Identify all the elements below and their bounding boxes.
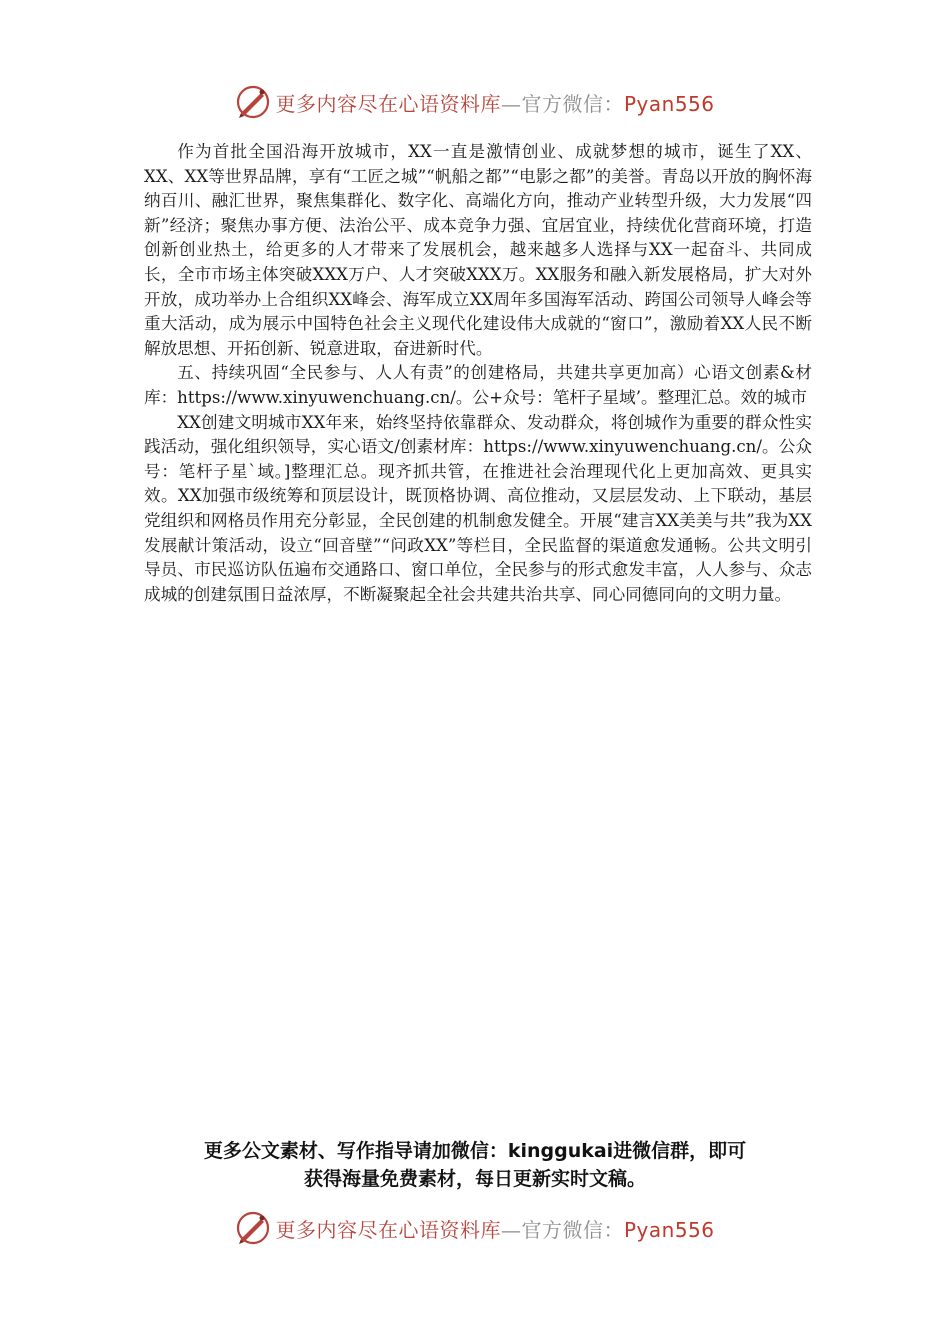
banner-text: 更多内容尽在心语资料库—官方微信：Pyan556 <box>275 91 715 116</box>
paragraph-3: XX创建文明城市XX年来，始终坚持依靠群众、发动群众，将创城作为重要的群众性实践活动，强化组织领导，实心语文/创素材库：https://www.xinyuwenchuang.cn/。公众号：笔杆子星`域。]整理汇总。现齐抓共管，在推进社会治理现代化上更加高效、更具实效。XX加强市级统筹和顶层设计，既顶格协调、高位推动，又层层发动、上下联动，基层党组织和网格员作用充分彰显，全民创建的机制愈发健全。开展“建言XX美美与共”我为XX发展献计策活动，设立“回音壁”“问政XX”等栏目，全民监督的渠道愈发通畅。公共文明引导员、市民巡访队伍遍布交通路口、窗口单位，全民参与的形式愈发丰富，人人参与、众志成城的创建氛围日益浓厚，不断凝聚起全社会共建共治共享、同心同德同向的文明力量。 <box>144 412 812 604</box>
pen-logo-icon <box>235 1210 271 1246</box>
footer-note <box>0 1137 950 1193</box>
footer-note-line-1: 更多公文素材、写作指导请加微信：kinggukai进微信群，即可 <box>203 1140 747 1162</box>
paragraph-1: 作为首批全国沿海开放城市，XX一直是激情创业、成就梦想的城市，诞生了XX、XX、XX等世界品牌，享有“工匠之城”“帆船之都”“电影之都”的美誉。青岛以开放的胸怀海纳百川、融汇世界，聚焦集群化、数字化、高端化方向，推动产业转型升级，大力发展“四新”经济；聚焦办事方便、法治公平、成本竞争力强、宜居宜业，持续优化营商环境，打造创新创业热土，给更多的人才带来了发展机会，越来越多人选择与XX一起奋斗、共同成长，全市市场主体突破XXX万户、人才突破XXX万。XX服务和融入新发展格局，扩大对外开放，成功举办上合组织XX峰会、海军成立XX周年多国海军活动、跨国公司领导人峰会等重大活动，成为展示中国特色社会主义现代化建设伟大成就的“窗口”，激励着XX人民不断解放思想、开拓创新、锐意进取，奋进新时代。 <box>144 142 812 358</box>
paragraph-2: 五、持续巩固“全民参与、人人有责”的创建格局，共建共享更加高）心语文创素&材库：https://www.xinyuwenchuang.cn/。公+众号：笔杆子星域’。整理汇总。效的城市 <box>144 363 812 407</box>
footer-note-line-2: 获得海量免费素材，每日更新实时文稿。 <box>303 1168 646 1190</box>
banner-text: 更多内容尽在心语资料库—官方微信：Pyan556 <box>275 1217 715 1242</box>
header-banner <box>0 82 950 122</box>
footer-banner <box>0 1208 950 1248</box>
pen-logo-icon <box>235 84 271 120</box>
document-body <box>144 140 812 607</box>
